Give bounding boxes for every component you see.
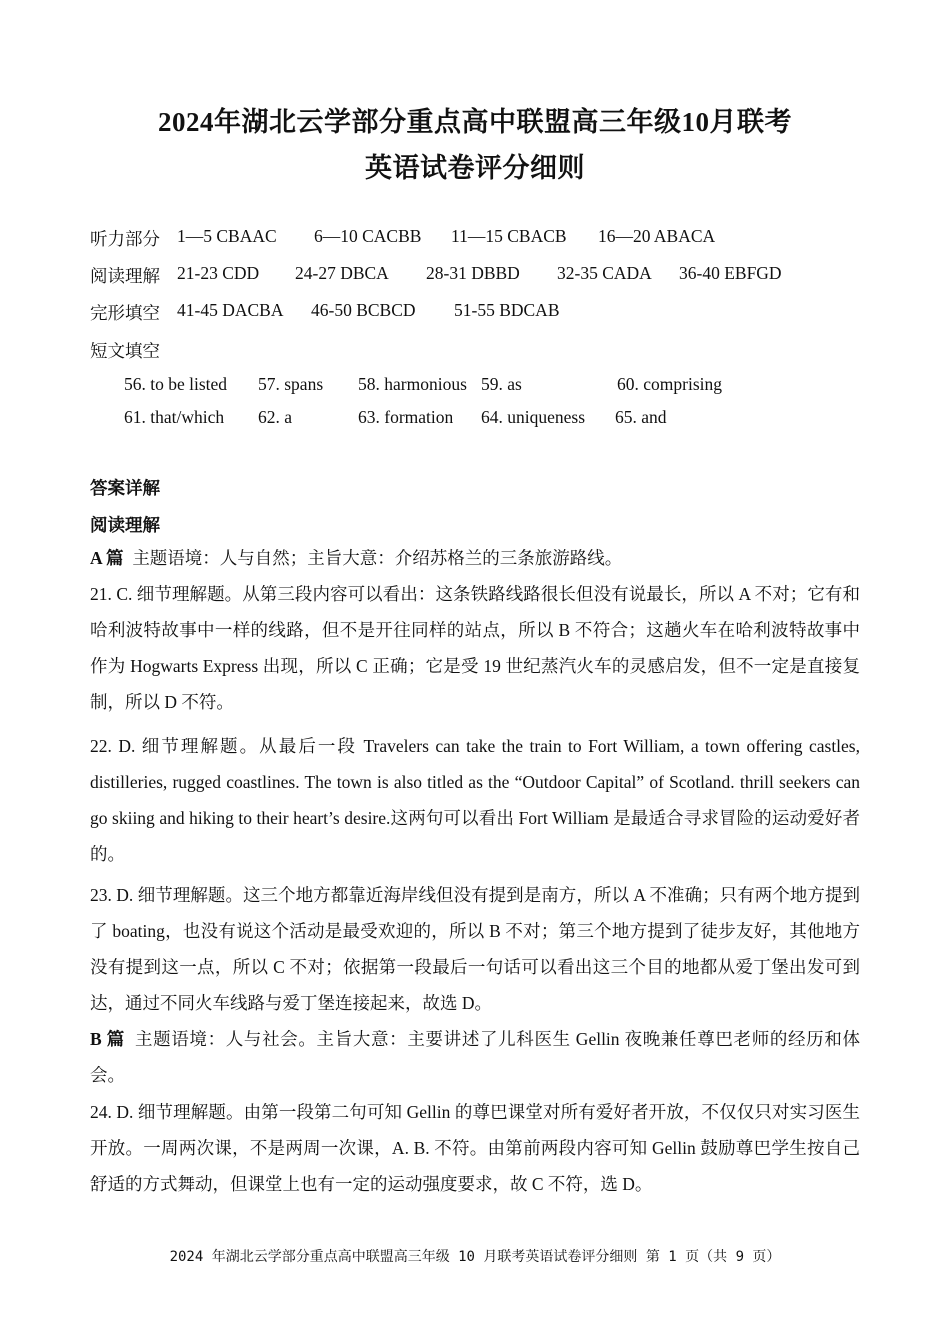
section-label: 完形填空: [90, 303, 160, 323]
answer-item: 64. uniqueness: [481, 407, 586, 427]
answer-group: 24-27 DBCA: [295, 263, 389, 283]
answer-item: 62. a: [258, 407, 293, 427]
answer-item: 65. and: [615, 407, 667, 427]
explanation-q23: 23. D. 细节理解题。这三个地方都靠近海岸线但没有提到是南方，所以 A 不准确；只有两个地方提到了 boating，也没有说这个活动是最受欢迎的，所以 B 不对；第三个地方提到了徒步友好，其他地方没有提到这一点，所以 C 不对；依据第一段最后一句话可以看出这三个目的地都从爱丁堡出发可到达，通过不同火车线路与爱丁堡连接起来，故选 D。: [90, 885, 860, 1013]
answer-item: 56. to be listed: [124, 374, 228, 394]
page-title: 2024年湖北云学部分重点高中联盟高三年级10月联考: [158, 107, 792, 137]
passage-label: A 篇: [90, 548, 124, 568]
answer-group: 32-35 CADA: [557, 263, 652, 283]
section-label: 短文填空: [90, 341, 160, 361]
answer-group: 16—20 ABACA: [598, 226, 716, 246]
passage-a-intro: [90, 540, 860, 576]
answer-item: 58. harmonious: [358, 374, 467, 394]
answer-group: 41-45 DACBA: [177, 300, 284, 320]
answer-item: 61. that/which: [124, 407, 225, 427]
explanation-q21: 21. C. 细节理解题。从第三段内容可以看出：这条铁路线路很长但没有说最长，所以 A 不对；它有和哈利波特故事中一样的线路，但不是开往同样的站点，所以 B 不符合；这趟火车在哈利波特故事中作为 Hogwarts Express 出现，所以 C 正确；它是受 19 世纪蒸汽火车的灵感启发，但不一定是直接复制，所以 D 不符。: [90, 584, 860, 712]
section-label: 听力部分: [90, 229, 160, 249]
answer-item: 59. as: [481, 374, 522, 394]
page-footer: 2024 年湖北云学部分重点高中联盟高三年级 10 月联考英语试卷评分细则 第 1 页（共 9 页）: [169, 1249, 781, 1265]
answer-group: 11—15 CBACB: [451, 226, 567, 246]
passage-summary: 主题语境：人与社会。主旨大意：主要讲述了儿科医生 Gellin 夜晚兼任尊巴老师的经历和体会。: [90, 1029, 860, 1085]
passage-summary: 主题语境：人与自然；主旨大意：介绍苏格兰的三条旅游路线。: [132, 548, 623, 568]
answer-item: 63. formation: [358, 407, 454, 427]
section-heading-reading: 阅读理解: [90, 515, 160, 535]
answer-group: 21-23 CDD: [177, 263, 260, 283]
page-subtitle: 英语试卷评分细则: [365, 153, 585, 183]
section-label: 阅读理解: [90, 266, 160, 286]
answer-group: 28-31 DBBD: [426, 263, 520, 283]
answer-group: 36-40 EBFGD: [679, 263, 782, 283]
answer-item: 60. comprising: [617, 374, 722, 394]
answer-group: 1—5 CBAAC: [177, 226, 277, 246]
section-heading-details: 答案详解: [90, 478, 160, 498]
answer-group: 46-50 BCBCD: [311, 300, 416, 320]
answer-item: 57. spans: [258, 374, 324, 394]
passage-label: B 篇: [90, 1029, 125, 1049]
explanation-q24: 24. D. 细节理解题。由第一段第二句可知 Gellin 的尊巴课堂对所有爱好者开放，不仅仅只对实习医生开放。一周两次课，不是两周一次课，A. B. 不符。由第前两段内容可知 Gellin 鼓励尊巴学生按自己舒适的方式舞动，但课堂上也有一定的运动强度要求，故 C 不符，选 D。: [90, 1102, 860, 1194]
answer-group: 6—10 CACBB: [314, 226, 422, 246]
explanation-q22: 22. D. 细节理解题。从最后一段 Travelers can take the train to Fort William, a town offering castles, distilleries, rugged coastlines. The town is also titled as the “Outdoor Capital” of Scotland. thrill seekers can go skiing and hiking to their heart’s desire.这两句可以看出 Fort William 是最适合寻求冒险的运动爱好者的。: [90, 736, 860, 864]
passage-b-intro: [90, 1021, 860, 1093]
answer-group: 51-55 BDCAB: [454, 300, 560, 320]
